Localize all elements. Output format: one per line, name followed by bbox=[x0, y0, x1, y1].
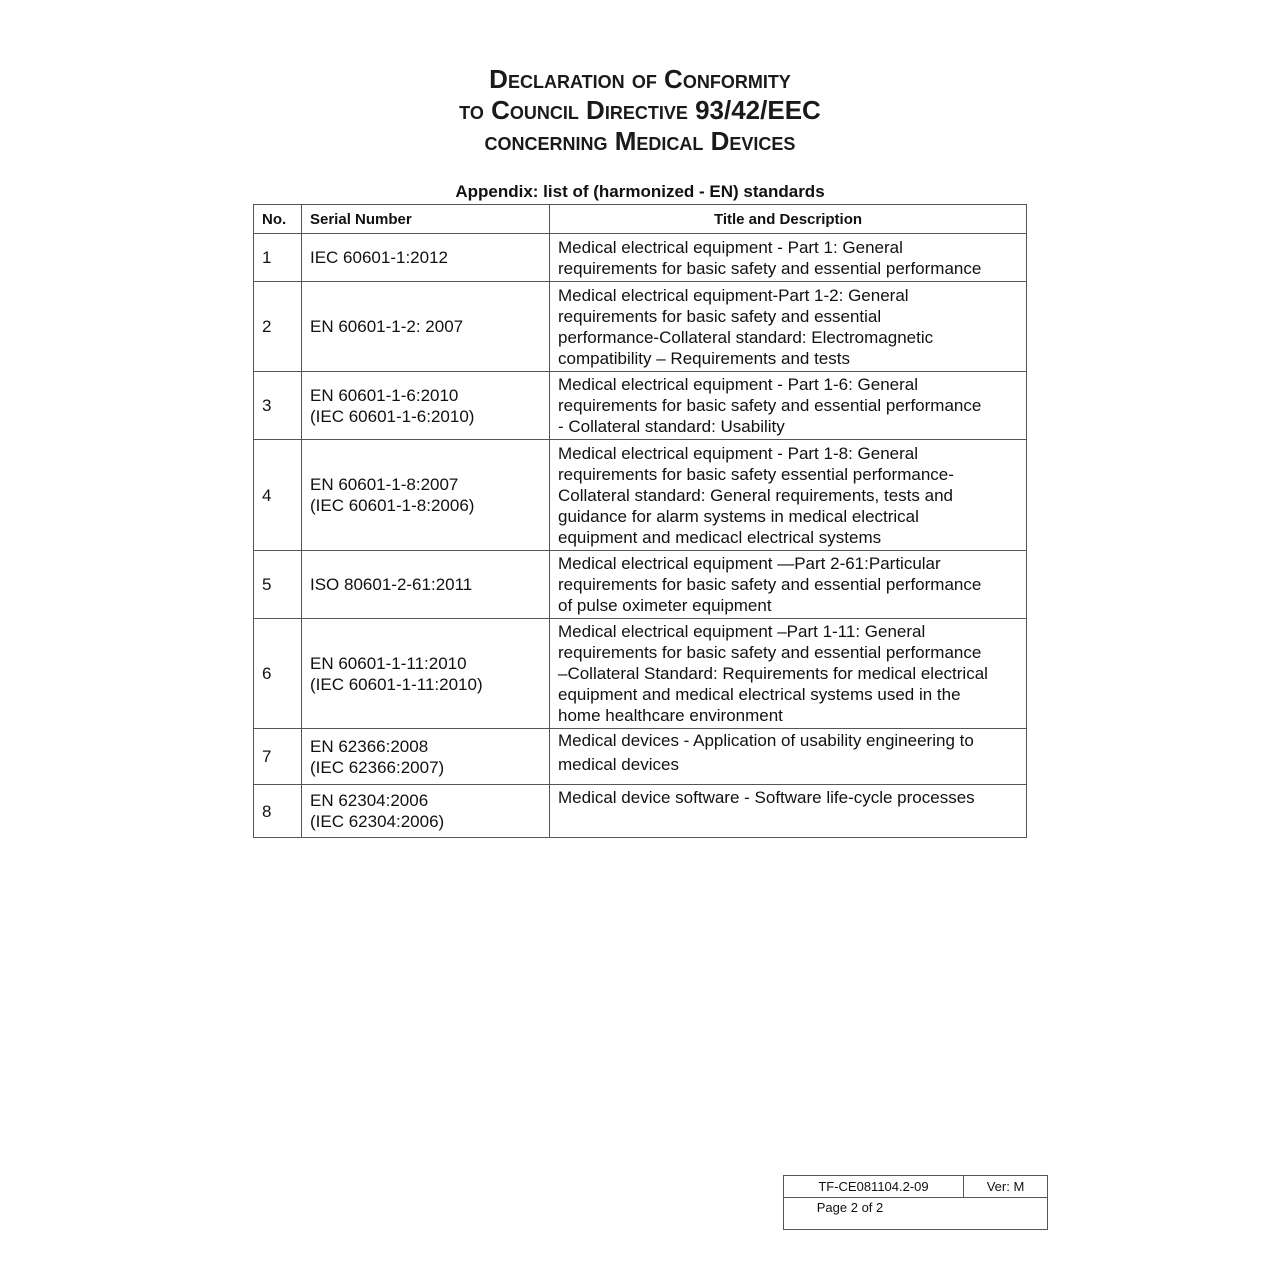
description-cell bbox=[550, 282, 1027, 372]
row-number: 6 bbox=[254, 619, 302, 729]
table-row bbox=[254, 282, 1027, 372]
description-line: requirements for basic safety and essential bbox=[558, 306, 882, 326]
document-version: Ver: M bbox=[964, 1176, 1048, 1198]
description-line: medical devices bbox=[558, 755, 679, 774]
table-row bbox=[254, 619, 1027, 729]
row-number: 4 bbox=[254, 440, 302, 551]
description-cell bbox=[550, 440, 1027, 551]
description-line: Medical electrical equipment - Part 1-8: General bbox=[558, 443, 918, 463]
description-line: requirements for basic safety and essential performance bbox=[558, 575, 982, 594]
description-line: requirements for basic safety and essential performance bbox=[558, 643, 982, 662]
description-line: Medical device software - Software life-cycle processes bbox=[558, 788, 975, 807]
serial-cell bbox=[302, 440, 550, 551]
serial-number-iec: (IEC 60601-1-6:2010) bbox=[310, 406, 475, 426]
column-header-no: No. bbox=[254, 205, 302, 234]
table-row bbox=[254, 372, 1027, 440]
row-number: 5 bbox=[254, 551, 302, 619]
page-number-text: Page 2 of 2 bbox=[816, 1200, 884, 1215]
serial-cell bbox=[302, 619, 550, 729]
table-header-row bbox=[254, 205, 1027, 234]
description-line: requirements for basic safety essential performance- bbox=[558, 464, 954, 484]
serial-number: EN 62366:2008 bbox=[310, 736, 429, 756]
description-line: Collateral standard: General requirements, tests and bbox=[558, 485, 953, 505]
serial-number: EN 60601-1-2: 2007 bbox=[310, 317, 464, 336]
serial-number: EN 60601-1-6:2010 bbox=[310, 385, 459, 405]
serial-cell bbox=[302, 551, 550, 619]
serial-number: EN 60601-1-8:2007 bbox=[310, 475, 459, 494]
description-line: of pulse oximeter equipment bbox=[558, 596, 772, 615]
description-line: Medical electrical equipment –Part 1-11: General bbox=[558, 622, 926, 641]
serial-number-iec: (IEC 60601-1-8:2006) bbox=[310, 496, 475, 515]
page-number bbox=[784, 1198, 1048, 1230]
document-title bbox=[0, 64, 1280, 157]
description-line: Medical electrical equipment - Part 1-6: General bbox=[558, 375, 918, 394]
serial-cell bbox=[302, 372, 550, 440]
description-line: Medical electrical equipment-Part 1-2: General bbox=[558, 285, 909, 305]
title-line-2: to Council Directive 93/42/EEC bbox=[459, 95, 821, 125]
description-line: Medical devices - Application of usability engineering to bbox=[558, 731, 974, 750]
serial-cell bbox=[302, 729, 550, 785]
row-number: 2 bbox=[254, 282, 302, 372]
title-line-1: Declaration of Conformity bbox=[489, 64, 791, 94]
description-line: Medical electrical equipment - Part 1: General bbox=[558, 237, 903, 257]
description-line: - Collateral standard: Usability bbox=[558, 417, 785, 436]
serial-cell bbox=[302, 234, 550, 282]
description-line: equipment and medicacl electrical systems bbox=[558, 527, 882, 547]
serial-number-iec: (IEC 62366:2007) bbox=[310, 757, 445, 777]
table-row bbox=[254, 785, 1027, 838]
description-line: –Collateral Standard: Requirements for medical electrical bbox=[558, 664, 988, 683]
description-line: requirements for basic safety and essential performance bbox=[558, 258, 982, 278]
description-line: requirements for basic safety and essential performance bbox=[558, 396, 982, 415]
footer-row bbox=[784, 1176, 1048, 1198]
description-cell bbox=[550, 619, 1027, 729]
serial-number: IEC 60601-1:2012 bbox=[310, 248, 448, 267]
description-line: home healthcare environment bbox=[558, 706, 783, 725]
serial-number: EN 60601-1-11:2010 bbox=[310, 653, 467, 673]
table-row bbox=[254, 234, 1027, 282]
document-code: TF-CE081104.2-09 bbox=[784, 1176, 964, 1198]
serial-cell bbox=[302, 282, 550, 372]
description-line: performance-Collateral standard: Electromagnetic bbox=[558, 327, 934, 347]
description-line: guidance for alarm systems in medical electrical bbox=[558, 506, 919, 526]
serial-number-iec: (IEC 60601-1-11:2010) bbox=[310, 674, 483, 694]
description-line: compatibility – Requirements and tests bbox=[558, 348, 850, 368]
title-line-3: concerning Medical Devices bbox=[484, 126, 796, 156]
description-cell bbox=[550, 234, 1027, 282]
serial-number: ISO 80601-2-61:2011 bbox=[310, 575, 473, 594]
column-header-serial: Serial Number bbox=[302, 205, 550, 234]
description-cell bbox=[550, 551, 1027, 619]
row-number: 3 bbox=[254, 372, 302, 440]
table-row bbox=[254, 551, 1027, 619]
row-number: 7 bbox=[254, 729, 302, 785]
standards-table bbox=[253, 204, 1027, 838]
serial-number-iec: (IEC 62304:2006) bbox=[310, 812, 445, 831]
description-line: Medical electrical equipment —Part 2-61:Particular bbox=[558, 554, 941, 573]
column-header-title: Title and Description bbox=[550, 205, 1027, 234]
description-cell bbox=[550, 729, 1027, 785]
description-line: equipment and medical electrical systems used in the bbox=[558, 685, 961, 704]
serial-cell bbox=[302, 785, 550, 838]
table-row bbox=[254, 440, 1027, 551]
footer-row bbox=[784, 1198, 1048, 1230]
serial-number: EN 62304:2006 bbox=[310, 791, 429, 810]
description-cell bbox=[550, 785, 1027, 838]
document-footer-box bbox=[783, 1175, 1048, 1230]
table-row bbox=[254, 729, 1027, 785]
description-cell bbox=[550, 372, 1027, 440]
row-number: 1 bbox=[254, 234, 302, 282]
row-number: 8 bbox=[254, 785, 302, 838]
appendix-heading: Appendix: list of (harmonized - EN) standards bbox=[455, 182, 825, 201]
